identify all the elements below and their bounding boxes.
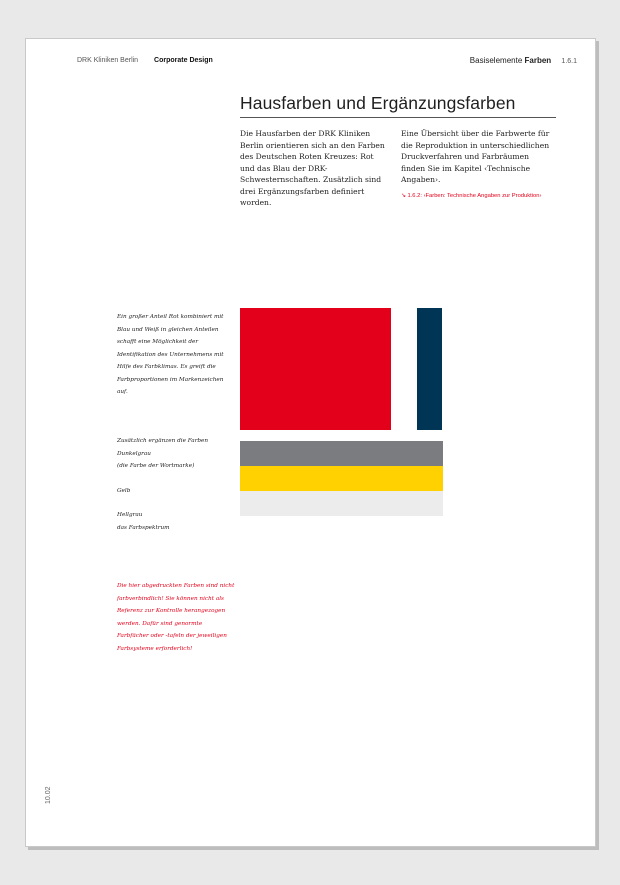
document-page (25, 38, 596, 847)
dark-gray-note: (die Farbe der Wortmarke) (117, 463, 195, 469)
intro-left: Die Hausfarben der DRK Kliniken Berlin orientieren sich an den Farben des Deutschen Roten Kreuzes: Rot und das Blau der DRK-Schwesternschaften. Zusätzlich sind drei Ergänzungsfarben definiert worden. (240, 129, 385, 207)
light-gray-note: das Farbspektrum (117, 524, 170, 531)
light-gray-swatch (240, 491, 443, 516)
supplementary-colors-note (117, 435, 235, 534)
header-org: DRK Kliniken Berlin (77, 57, 139, 64)
disclaimer-note: Die hier abgedruckten Farben sind nicht farbverbindlich! Sie können nicht als Referenz zur Kontrolle herangezogen werden. Dafür sind genormte Farbfächer oder -tafeln der jeweiligen Farbsysteme erforderlich! (117, 583, 235, 652)
header-section: Corporate Design (154, 57, 213, 64)
red-swatch (240, 308, 391, 430)
cross-reference-link[interactable]: ↘ 1.6.2: ‹Farben: Technische Angaben zur Produktion› (401, 193, 542, 199)
intro-right: Eine Übersicht über die Farbwerte für die Reproduktion in unterschiedlichen Druckverfahren und Farbräumen finden Sie im Kapitel ‹Technische Angaben›. (401, 129, 550, 184)
yellow-swatch (240, 466, 443, 491)
proportion-note: Ein großer Anteil Rot kombiniert mit Blau und Weiß in gleichen Anteilen schafft eine Möglichkeit der Identifikation des Unternehmens mit Hilfe des Farbklimas. Es greift die Farbproportionen im Markenzeichen auf. (117, 314, 224, 395)
chapter-title: Farben (524, 56, 552, 65)
chapter-number: 1.6.1 (561, 58, 577, 65)
yellow-label: Gelb (117, 487, 131, 494)
chapter-prefix: Basiselemente (469, 56, 523, 65)
header-left (77, 57, 213, 64)
header-right (470, 56, 577, 65)
dark-gray-swatch (240, 441, 443, 466)
light-gray-label: Hellgrau (117, 512, 143, 518)
page-title: Hausfarben und Ergänzungsfarben (240, 93, 556, 118)
page-number: 10.02 (45, 786, 52, 804)
dark-gray-label: Dunkelgrau (117, 450, 151, 457)
blue-swatch (417, 308, 442, 430)
supplementary-intro: Zusätzlich ergänzen die Farben (117, 438, 209, 444)
